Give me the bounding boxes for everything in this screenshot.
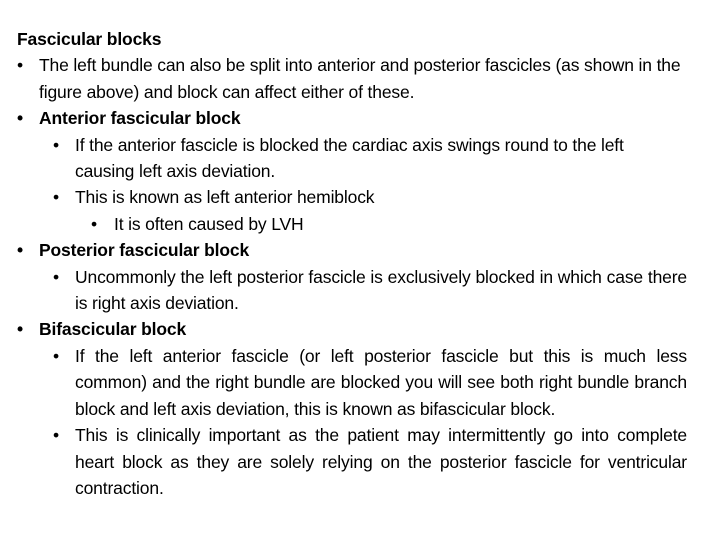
bullet-dot-icon: • (17, 319, 23, 340)
bullet-dot-icon: • (53, 266, 59, 287)
bullet-item-level-2 (17, 343, 687, 422)
slide-heading: Fascicular blocks (17, 29, 162, 49)
bullet-dot-icon: • (17, 108, 23, 129)
bullet-text: This is known as left anterior hemiblock (75, 187, 375, 208)
bullet-item-level-2 (17, 132, 687, 185)
bullet-dot-icon: • (53, 134, 59, 155)
bullet-dot-icon: • (17, 55, 23, 76)
bullet-text: This is clinically important as the patient may intermittently go into complete heart block as they are solely relying on the posterior fascicle for ventricular contraction. (75, 425, 687, 498)
bullet-dot-icon: • (53, 425, 59, 446)
bullet-list (17, 52, 687, 501)
bullet-text: If the left anterior fascicle (or left posterior fascicle but this is much less common) and the right bundle are blocked you will see both right bundle branch block and left axis deviation, this is known as bifascicular block. (75, 345, 687, 419)
bullet-item-level-1 (17, 105, 687, 131)
bullet-text: Posterior fascicular block (39, 240, 250, 261)
bullet-text: The left bundle can also be split into anterior and posterior fascicles (as shown in the figure above) and block can affect either of these. (39, 55, 681, 102)
bullet-text: Bifascicular block (39, 319, 187, 340)
bullet-dot-icon: • (53, 187, 59, 208)
bullet-text: Uncommonly the left posterior fascicle is exclusively blocked in which case there is right axis deviation. (75, 266, 687, 314)
bullet-item-level-2 (17, 264, 687, 317)
bullet-dot-icon: • (91, 213, 97, 234)
bullet-text: If the anterior fascicle is blocked the cardiac axis swings round to the left causing left axis deviation. (75, 134, 624, 182)
bullet-text: Anterior fascicular block (39, 108, 241, 129)
bullet-item-level-3 (17, 211, 687, 237)
bullet-dot-icon: • (17, 240, 23, 261)
bullet-text: It is often caused by LVH (114, 213, 304, 234)
bullet-item-level-2 (17, 422, 687, 501)
bullet-item-level-1 (17, 237, 687, 263)
bullet-item-level-1 (17, 52, 687, 105)
slide-content (17, 26, 687, 501)
bullet-item-level-2 (17, 184, 687, 210)
bullet-item-level-1 (17, 316, 687, 342)
bullet-dot-icon: • (53, 345, 59, 366)
